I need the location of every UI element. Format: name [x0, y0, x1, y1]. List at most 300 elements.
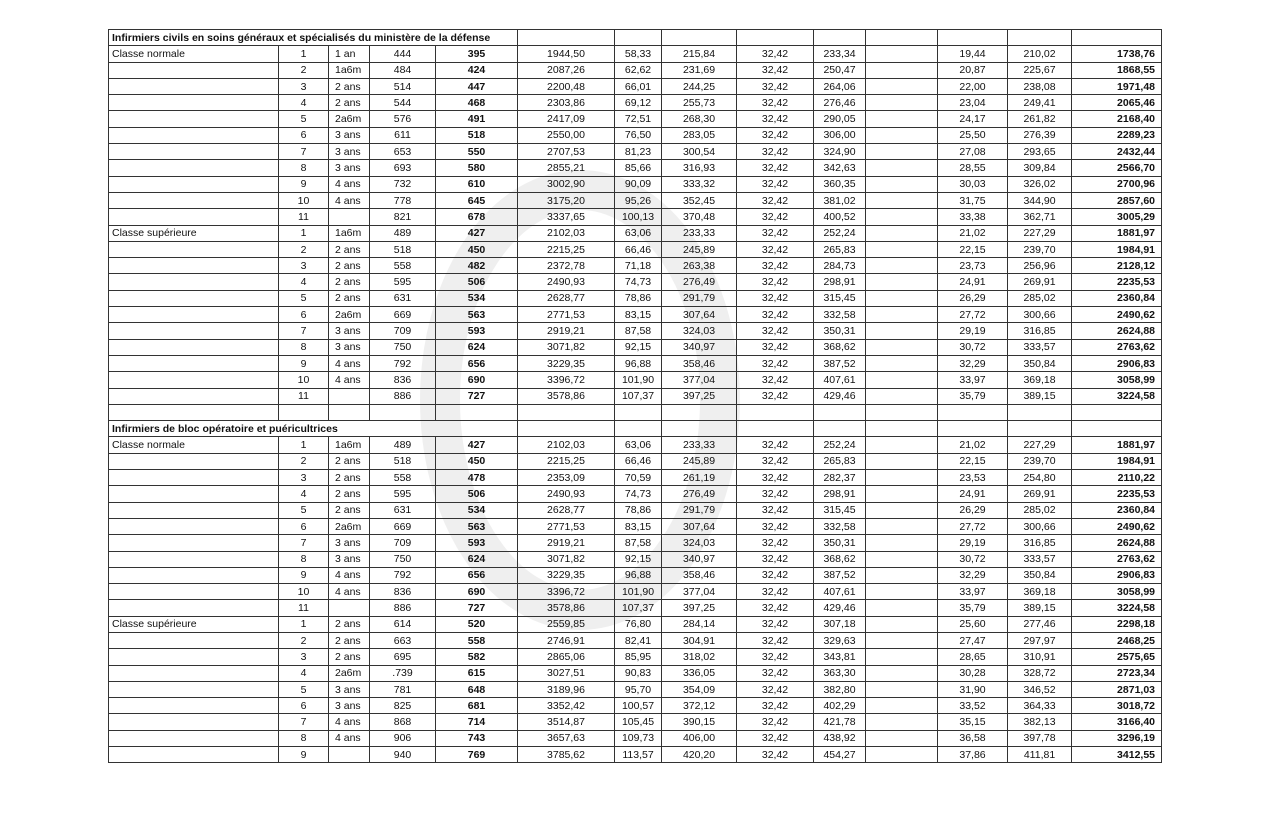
table-row [109, 730, 1162, 746]
duration-cell: 3 ans [329, 339, 370, 355]
net-cell: 2906,83 [1072, 567, 1162, 583]
indice-majore-cell: 482 [436, 258, 518, 274]
empty-cell [866, 339, 938, 355]
traitement-brut-cell: 3002,90 [518, 176, 615, 192]
duration-cell: 2 ans [329, 258, 370, 274]
duration-cell: 2 ans [329, 453, 370, 469]
col-f-cell: 90,09 [615, 176, 662, 192]
echelon-cell: 10 [279, 192, 329, 208]
table-row [109, 681, 1162, 697]
empty-cell [866, 209, 938, 225]
net-cell: 2432,44 [1072, 144, 1162, 160]
col-l-cell: 225,67 [1008, 62, 1072, 78]
duration-cell: 1a6m [329, 225, 370, 241]
col-i-cell: 264,06 [814, 78, 866, 94]
col-h-cell: 32,42 [737, 258, 814, 274]
indice-majore-cell: 427 [436, 225, 518, 241]
col-k-cell: 31,90 [938, 681, 1008, 697]
col-f-cell: 87,58 [615, 323, 662, 339]
col-k-cell: 33,38 [938, 209, 1008, 225]
indice-majore-cell: 550 [436, 144, 518, 160]
col-f-cell: 72,51 [615, 111, 662, 127]
net-cell: 1971,48 [1072, 78, 1162, 94]
col-g-cell: 231,69 [662, 62, 737, 78]
col-f-cell: 100,13 [615, 209, 662, 225]
grade-cell [109, 632, 279, 648]
traitement-brut-cell: 3785,62 [518, 747, 615, 763]
table-row [109, 241, 1162, 257]
col-k-cell: 27,72 [938, 307, 1008, 323]
col-i-cell: 350,31 [814, 323, 866, 339]
net-cell: 2360,84 [1072, 502, 1162, 518]
net-cell: 2490,62 [1072, 518, 1162, 534]
traitement-brut-cell: 2919,21 [518, 323, 615, 339]
col-h-cell: 32,42 [737, 600, 814, 616]
echelon-cell: 5 [279, 502, 329, 518]
table-row [109, 714, 1162, 730]
col-g-cell: 300,54 [662, 144, 737, 160]
section-title: Infirmiers civils en soins généraux et spécialisés du ministère de la défense [109, 30, 518, 46]
grade-cell [109, 355, 279, 371]
col-l-cell: 316,85 [1008, 535, 1072, 551]
net-cell: 2624,88 [1072, 323, 1162, 339]
empty-cell [866, 649, 938, 665]
table-row [109, 78, 1162, 94]
col-h-cell: 32,42 [737, 144, 814, 160]
col-k-cell: 36,58 [938, 730, 1008, 746]
empty-cell [866, 388, 938, 404]
grade-cell [109, 681, 279, 697]
net-cell: 2566,70 [1072, 160, 1162, 176]
echelon-cell: 8 [279, 551, 329, 567]
table-row [109, 323, 1162, 339]
col-h-cell: 32,42 [737, 698, 814, 714]
table-row [109, 290, 1162, 306]
echelon-cell: 11 [279, 209, 329, 225]
indice-majore-cell: 424 [436, 62, 518, 78]
echelon-cell: 11 [279, 388, 329, 404]
col-k-cell: 19,44 [938, 46, 1008, 62]
empty-cell [737, 30, 814, 46]
col-l-cell: 238,08 [1008, 78, 1072, 94]
empty-cell [866, 111, 938, 127]
empty-cell [737, 404, 814, 420]
echelon-cell: 4 [279, 665, 329, 681]
col-h-cell: 32,42 [737, 437, 814, 453]
table-row [109, 437, 1162, 453]
duration-cell: 4 ans [329, 176, 370, 192]
empty-cell [866, 404, 938, 420]
traitement-brut-cell: 2215,25 [518, 241, 615, 257]
col-f-cell: 78,86 [615, 290, 662, 306]
traitement-brut-cell: 1944,50 [518, 46, 615, 62]
indice-brut-cell: 709 [370, 323, 436, 339]
duration-cell: 1 an [329, 46, 370, 62]
indice-brut-cell: 792 [370, 355, 436, 371]
duration-cell: 4 ans [329, 192, 370, 208]
table-row [109, 46, 1162, 62]
table-row [109, 160, 1162, 176]
table-row [109, 453, 1162, 469]
col-f-cell: 74,73 [615, 486, 662, 502]
empty-cell [615, 30, 662, 46]
empty-cell [866, 584, 938, 600]
echelon-cell: 3 [279, 258, 329, 274]
grade-cell [109, 95, 279, 111]
col-f-cell: 66,46 [615, 453, 662, 469]
table-row [109, 95, 1162, 111]
col-k-cell: 29,19 [938, 535, 1008, 551]
grade-cell [109, 192, 279, 208]
empty-cell [662, 404, 737, 420]
col-f-cell: 90,83 [615, 665, 662, 681]
col-l-cell: 269,91 [1008, 486, 1072, 502]
col-h-cell: 32,42 [737, 323, 814, 339]
empty-cell [814, 421, 866, 437]
indice-majore-cell: 656 [436, 567, 518, 583]
duration-cell: 4 ans [329, 714, 370, 730]
echelon-cell: 7 [279, 714, 329, 730]
indice-brut-cell: 695 [370, 649, 436, 665]
indice-majore-cell: 580 [436, 160, 518, 176]
empty-cell [938, 421, 1008, 437]
col-g-cell: 284,14 [662, 616, 737, 632]
col-g-cell: 318,02 [662, 649, 737, 665]
col-h-cell: 32,42 [737, 192, 814, 208]
col-l-cell: 254,80 [1008, 470, 1072, 486]
traitement-brut-cell: 2559,85 [518, 616, 615, 632]
col-f-cell: 107,37 [615, 388, 662, 404]
traitement-brut-cell: 2490,93 [518, 486, 615, 502]
net-cell: 3005,29 [1072, 209, 1162, 225]
col-h-cell: 32,42 [737, 486, 814, 502]
col-f-cell: 63,06 [615, 225, 662, 241]
col-k-cell: 35,79 [938, 600, 1008, 616]
empty-cell [866, 681, 938, 697]
col-g-cell: 268,30 [662, 111, 737, 127]
echelon-cell: 7 [279, 323, 329, 339]
col-h-cell: 32,42 [737, 209, 814, 225]
col-i-cell: 360,35 [814, 176, 866, 192]
col-k-cell: 23,53 [938, 470, 1008, 486]
col-i-cell: 343,81 [814, 649, 866, 665]
indice-majore-cell: 563 [436, 307, 518, 323]
empty-cell [814, 404, 866, 420]
col-g-cell: 377,04 [662, 372, 737, 388]
net-cell: 2906,83 [1072, 355, 1162, 371]
col-i-cell: 342,63 [814, 160, 866, 176]
col-k-cell: 30,28 [938, 665, 1008, 681]
col-i-cell: 298,91 [814, 274, 866, 290]
col-i-cell: 429,46 [814, 388, 866, 404]
col-i-cell: 265,83 [814, 453, 866, 469]
net-cell: 1881,97 [1072, 437, 1162, 453]
empty-cell [938, 404, 1008, 420]
echelon-cell: 2 [279, 453, 329, 469]
col-g-cell: 261,19 [662, 470, 737, 486]
col-h-cell: 32,42 [737, 78, 814, 94]
empty-cell [615, 404, 662, 420]
indice-brut-cell: 576 [370, 111, 436, 127]
grade-cell [109, 127, 279, 143]
col-h-cell: 32,42 [737, 616, 814, 632]
grade-cell: Classe normale [109, 437, 279, 453]
grade-cell [109, 600, 279, 616]
grade-cell [109, 649, 279, 665]
traitement-brut-cell: 3578,86 [518, 388, 615, 404]
col-f-cell: 70,59 [615, 470, 662, 486]
col-h-cell: 32,42 [737, 176, 814, 192]
col-g-cell: 245,89 [662, 241, 737, 257]
indice-majore-cell: 534 [436, 502, 518, 518]
indice-majore-cell: 648 [436, 681, 518, 697]
traitement-brut-cell: 2855,21 [518, 160, 615, 176]
indice-majore-cell: 645 [436, 192, 518, 208]
col-l-cell: 328,72 [1008, 665, 1072, 681]
grade-cell [109, 584, 279, 600]
duration-cell: 4 ans [329, 584, 370, 600]
col-l-cell: 239,70 [1008, 453, 1072, 469]
empty-cell [866, 616, 938, 632]
table-row [109, 388, 1162, 404]
traitement-brut-cell: 3352,42 [518, 698, 615, 714]
indice-majore-cell: 624 [436, 551, 518, 567]
net-cell: 2624,88 [1072, 535, 1162, 551]
empty-cell [1072, 421, 1162, 437]
duration-cell: 2 ans [329, 290, 370, 306]
col-i-cell: 332,58 [814, 518, 866, 534]
table-row [109, 551, 1162, 567]
traitement-brut-cell: 2771,53 [518, 307, 615, 323]
indice-brut-cell: 868 [370, 714, 436, 730]
empty-cell [866, 632, 938, 648]
col-l-cell: 326,02 [1008, 176, 1072, 192]
col-i-cell: 402,29 [814, 698, 866, 714]
duration-cell: 3 ans [329, 681, 370, 697]
col-f-cell: 95,70 [615, 681, 662, 697]
col-i-cell: 276,46 [814, 95, 866, 111]
empty-cell [814, 30, 866, 46]
table-row [109, 616, 1162, 632]
indice-majore-cell: 593 [436, 323, 518, 339]
empty-cell [866, 290, 938, 306]
indice-brut-cell: 940 [370, 747, 436, 763]
col-l-cell: 397,78 [1008, 730, 1072, 746]
empty-cell [866, 518, 938, 534]
col-i-cell: 324,90 [814, 144, 866, 160]
col-i-cell: 368,62 [814, 551, 866, 567]
duration-cell [329, 600, 370, 616]
col-l-cell: 227,29 [1008, 437, 1072, 453]
empty-cell [866, 192, 938, 208]
col-g-cell: 316,93 [662, 160, 737, 176]
indice-brut-cell: 886 [370, 600, 436, 616]
empty-cell [866, 307, 938, 323]
indice-majore-cell: 690 [436, 372, 518, 388]
grade-cell [109, 567, 279, 583]
indice-brut-cell: 750 [370, 339, 436, 355]
empty-cell [866, 551, 938, 567]
col-f-cell: 81,23 [615, 144, 662, 160]
col-h-cell: 32,42 [737, 160, 814, 176]
col-l-cell: 310,91 [1008, 649, 1072, 665]
col-h-cell: 32,42 [737, 665, 814, 681]
duration-cell: 2a6m [329, 665, 370, 681]
col-g-cell: 324,03 [662, 535, 737, 551]
indice-brut-cell: 611 [370, 127, 436, 143]
col-h-cell: 32,42 [737, 714, 814, 730]
net-cell: 2110,22 [1072, 470, 1162, 486]
table-row [109, 127, 1162, 143]
col-k-cell: 28,55 [938, 160, 1008, 176]
empty-cell [370, 404, 436, 420]
net-cell: 3224,58 [1072, 600, 1162, 616]
indice-majore-cell: 563 [436, 518, 518, 534]
col-k-cell: 24,91 [938, 274, 1008, 290]
col-g-cell: 291,79 [662, 502, 737, 518]
col-h-cell: 32,42 [737, 95, 814, 111]
grade-cell: Classe supérieure [109, 616, 279, 632]
col-l-cell: 333,57 [1008, 551, 1072, 567]
duration-cell: 3 ans [329, 535, 370, 551]
col-h-cell: 32,42 [737, 470, 814, 486]
table-row [109, 584, 1162, 600]
col-k-cell: 25,60 [938, 616, 1008, 632]
col-g-cell: 370,48 [662, 209, 737, 225]
grade-cell [109, 144, 279, 160]
echelon-cell: 10 [279, 372, 329, 388]
col-h-cell: 32,42 [737, 127, 814, 143]
col-i-cell: 421,78 [814, 714, 866, 730]
grade-cell [109, 551, 279, 567]
empty-cell [737, 421, 814, 437]
indice-majore-cell: 450 [436, 241, 518, 257]
col-l-cell: 350,84 [1008, 567, 1072, 583]
col-k-cell: 22,15 [938, 453, 1008, 469]
indice-brut-cell: 886 [370, 388, 436, 404]
col-l-cell: 285,02 [1008, 290, 1072, 306]
col-k-cell: 27,47 [938, 632, 1008, 648]
indice-majore-cell: 478 [436, 470, 518, 486]
col-g-cell: 307,64 [662, 307, 737, 323]
echelon-cell: 4 [279, 274, 329, 290]
col-f-cell: 96,88 [615, 355, 662, 371]
duration-cell: 4 ans [329, 355, 370, 371]
indice-brut-cell: 631 [370, 290, 436, 306]
col-g-cell: 358,46 [662, 355, 737, 371]
col-g-cell: 307,64 [662, 518, 737, 534]
col-h-cell: 32,42 [737, 502, 814, 518]
col-k-cell: 26,29 [938, 502, 1008, 518]
duration-cell: 4 ans [329, 567, 370, 583]
duration-cell [329, 209, 370, 225]
col-l-cell: 369,18 [1008, 372, 1072, 388]
table-row [109, 355, 1162, 371]
col-h-cell: 32,42 [737, 355, 814, 371]
col-h-cell: 32,42 [737, 225, 814, 241]
col-g-cell: 233,33 [662, 225, 737, 241]
duration-cell: 3 ans [329, 551, 370, 567]
table-row [109, 665, 1162, 681]
col-i-cell: 381,02 [814, 192, 866, 208]
indice-majore-cell: 506 [436, 486, 518, 502]
indice-majore-cell: 450 [436, 453, 518, 469]
col-h-cell: 32,42 [737, 649, 814, 665]
col-f-cell: 66,01 [615, 78, 662, 94]
col-k-cell: 32,29 [938, 567, 1008, 583]
duration-cell: 1a6m [329, 62, 370, 78]
grade-cell [109, 453, 279, 469]
duration-cell: 4 ans [329, 730, 370, 746]
net-cell: 2723,34 [1072, 665, 1162, 681]
net-cell: 2065,46 [1072, 95, 1162, 111]
col-l-cell: 293,65 [1008, 144, 1072, 160]
col-l-cell: 297,97 [1008, 632, 1072, 648]
table-row [109, 502, 1162, 518]
col-k-cell: 21,02 [938, 437, 1008, 453]
col-f-cell: 92,15 [615, 339, 662, 355]
table-row [109, 225, 1162, 241]
col-g-cell: 354,09 [662, 681, 737, 697]
col-i-cell: 407,61 [814, 584, 866, 600]
col-g-cell: 372,12 [662, 698, 737, 714]
echelon-cell: 2 [279, 241, 329, 257]
col-h-cell: 32,42 [737, 730, 814, 746]
col-h-cell: 32,42 [737, 584, 814, 600]
indice-majore-cell: 447 [436, 78, 518, 94]
traitement-brut-cell: 3229,35 [518, 355, 615, 371]
echelon-cell: 8 [279, 730, 329, 746]
empty-cell [866, 176, 938, 192]
col-l-cell: 261,82 [1008, 111, 1072, 127]
col-l-cell: 389,15 [1008, 600, 1072, 616]
duration-cell: 3 ans [329, 698, 370, 714]
traitement-brut-cell: 2919,21 [518, 535, 615, 551]
grade-cell [109, 241, 279, 257]
duration-cell: 2 ans [329, 274, 370, 290]
net-cell: 2490,62 [1072, 307, 1162, 323]
col-h-cell: 32,42 [737, 632, 814, 648]
empty-cell [866, 421, 938, 437]
col-l-cell: 389,15 [1008, 388, 1072, 404]
net-cell: 3412,55 [1072, 747, 1162, 763]
echelon-cell: 5 [279, 681, 329, 697]
empty-cell [1008, 421, 1072, 437]
duration-cell: 2 ans [329, 649, 370, 665]
duration-cell: 2 ans [329, 632, 370, 648]
echelon-cell: 9 [279, 567, 329, 583]
grade-cell [109, 209, 279, 225]
indice-brut-cell: 836 [370, 372, 436, 388]
col-k-cell: 33,97 [938, 584, 1008, 600]
col-f-cell: 85,66 [615, 160, 662, 176]
grade-cell [109, 502, 279, 518]
grade-cell [109, 665, 279, 681]
indice-brut-cell: 693 [370, 160, 436, 176]
col-g-cell: 336,05 [662, 665, 737, 681]
grade-cell [109, 339, 279, 355]
col-i-cell: 282,37 [814, 470, 866, 486]
col-k-cell: 30,72 [938, 551, 1008, 567]
col-f-cell: 107,37 [615, 600, 662, 616]
col-l-cell: 269,91 [1008, 274, 1072, 290]
col-f-cell: 100,57 [615, 698, 662, 714]
traitement-brut-cell: 3396,72 [518, 372, 615, 388]
echelon-cell: 1 [279, 225, 329, 241]
net-cell: 2298,18 [1072, 616, 1162, 632]
col-g-cell: 304,91 [662, 632, 737, 648]
indice-brut-cell: 669 [370, 307, 436, 323]
